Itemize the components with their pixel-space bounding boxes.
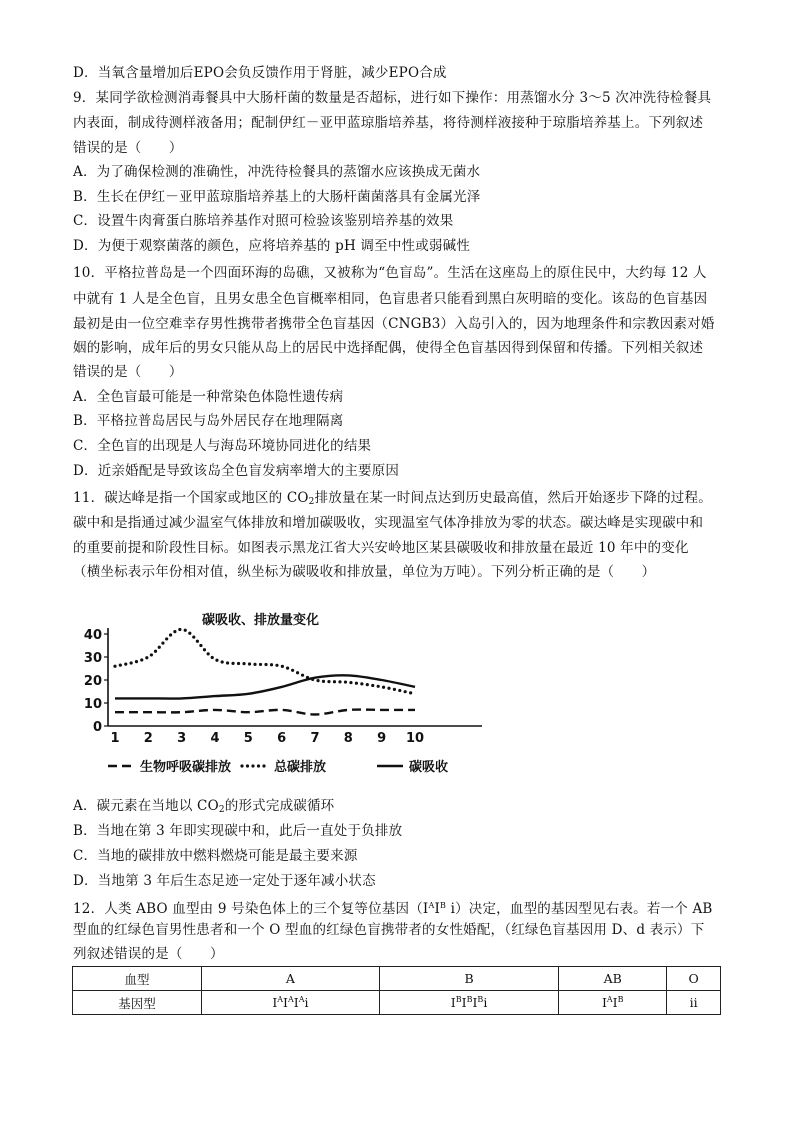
q9-stem-line3: 错误的是（ ） xyxy=(73,140,183,156)
allele-i: I xyxy=(434,901,440,917)
x-tick-label: 5 xyxy=(243,731,253,746)
q9-option-a: A．为了确保检测的准确性，冲洗待检餐具的蒸馏水应该换成无菌水 xyxy=(73,164,481,180)
co2-subscript: 2 xyxy=(308,497,315,507)
q12-stem-line1-b: i）决定，血型的基因型见右表。若一个 AB xyxy=(446,901,713,917)
q10-stem-line3: 最初是由一位空难幸存男性携带者携带全色盲基因（CNGB3）入岛引入的，因为地理条件和宗教因素对婚 xyxy=(73,316,715,332)
x-tick-label: 4 xyxy=(210,731,220,746)
q11-stem-line4: （横坐标表示年份相对值，纵坐标为碳吸收和排放量，单位为万吨）。下列分析正确的是（ ） xyxy=(73,564,656,580)
q12-stem-line3: 列叙述错误的是（ ） xyxy=(73,946,224,962)
q12-stem-line1-a: 12．人类 ABO 血型由 9 号染色体上的三个复等位基因（I xyxy=(73,901,429,917)
q10-stem-line4: 姻的影响，成年后的男女只能从岛上的居民中选择配偶，使得全色盲基因得到保留和传播。下列相关叙述 xyxy=(73,340,704,356)
genotype-a: $I^AI^AI^Ai$ xyxy=(202,991,380,1015)
header-b: B xyxy=(379,967,558,991)
q10-option-a: A．全色盲最可能是一种常染色体隐性遗传病 xyxy=(73,389,344,405)
genotype-ab: $I^AI^B$ xyxy=(559,991,667,1015)
q10-stem-line5: 错误的是（ ） xyxy=(73,364,183,380)
chart-title: 碳吸收、排放量变化 xyxy=(202,613,320,628)
header-ab: AB xyxy=(559,967,667,991)
legend-label-1: 生物呼吸碳排放 xyxy=(140,760,232,775)
q9-option-b: B．生长在伊红－亚甲蓝琼脂培养基上的大肠杆菌菌落具有金属光泽 xyxy=(73,189,481,205)
legend-label-2: 总碳排放 xyxy=(274,760,327,775)
legend-label-3: 碳吸收 xyxy=(409,760,449,775)
q11-stem-line3: 的重要前提和阶段性目标。如图表示黑龙江省大兴安岭地区某县碳吸收和排放量在最近 10 年中的变化 xyxy=(73,540,689,556)
row-label-genotype: 基因型 xyxy=(73,991,202,1015)
q10-option-c: C．全色盲的出现是人与海岛环境协同进化的结果 xyxy=(73,438,372,454)
q10-stem-line1: 10．平格拉普岛是一个四面环海的岛礁，又被称为“色盲岛”。生活在这座岛上的原住民中，大约每 12 人 xyxy=(73,265,707,281)
x-tick-label: 7 xyxy=(310,731,320,746)
q11-stem-line1 xyxy=(73,489,712,511)
genotype-o: ii xyxy=(667,991,721,1015)
q12-stem-line1 xyxy=(73,897,713,918)
header-blood-type: 血型 xyxy=(73,967,202,991)
q11-option-d: D．当地第 3 年后生态足迹一定处于逐年减小状态 xyxy=(73,873,376,889)
allele-b-sup: B xyxy=(439,901,447,910)
carbon-chart xyxy=(72,604,492,786)
option-8d: D．当氧含量增加后EPO会负反馈作用于肾脏，减少EPO合成 xyxy=(73,65,447,81)
x-tick-label: 9 xyxy=(377,731,387,746)
q9-stem-line1: 9．某同学欲检测消毒餐具中大肠杆菌的数量是否超标，进行如下操作：用蒸馏水分 3～5 次冲洗待检餐具 xyxy=(73,90,712,106)
series-line-3 xyxy=(115,675,415,698)
q11-option-a xyxy=(73,797,334,819)
q11-option-a-text1: A．碳元素在当地以 CO xyxy=(73,798,219,814)
q9-stem-line2: 内表面，制成待测样液备用；配制伊红－亚甲蓝琼脂培养基，将待测样液接种于琼脂培养基上。下列叙述 xyxy=(73,115,704,131)
co2-subscript: 2 xyxy=(218,805,225,815)
q11-stem-line1-b: 排放量在某一时间点达到历史最高值，然后开始逐步下降的过程。 xyxy=(314,490,712,506)
q11-option-a-text2: 的形式完成碳循环 xyxy=(224,798,335,814)
y-tick-label: 40 xyxy=(83,628,102,643)
q11-option-b: B．当地在第 3 年即实现碳中和，此后一直处于负排放 xyxy=(73,823,403,839)
y-tick-label: 0 xyxy=(92,720,102,735)
x-tick-label: 8 xyxy=(343,731,353,746)
x-tick-label: 6 xyxy=(277,731,287,746)
q10-stem-line2: 中就有 1 人是全色盲，且男女患全色盲概率相同，色盲患者只能看到黑白灰明暗的变化。该岛的色盲基因 xyxy=(73,291,708,307)
q11-stem-line2: 碳中和是指通过减少温室气体排放和增加碳吸收，实现温室气体净排放为零的状态。碳达峰是实现碳中和 xyxy=(73,515,704,531)
blood-type-table xyxy=(72,966,721,1015)
q12-stem-line2: 型血的红绿色盲男性患者和一个 O 型血的红绿色盲携带者的女性婚配，（红绿色盲基因用 D、d 表示）下 xyxy=(73,922,705,938)
allele-a-sup: A xyxy=(428,901,435,910)
chart-series xyxy=(115,629,415,714)
q10-option-d: D．近亲婚配是导致该岛全色盲发病率增大的主要原因 xyxy=(73,463,400,479)
q9-option-c: C．设置牛肉膏蛋白胨培养基作对照可检验该鉴别培养基的效果 xyxy=(73,213,454,229)
chart-legend xyxy=(108,759,449,775)
q10-option-b: B．平格拉普岛居民与岛外居民存在地理隔离 xyxy=(73,413,344,429)
y-tick-label: 20 xyxy=(83,674,102,689)
series-line-1 xyxy=(115,710,415,715)
y-tick-label: 10 xyxy=(83,697,102,712)
q11-option-c: C．当地的碳排放中燃料燃烧可能是最主要来源 xyxy=(73,848,358,864)
genotype-b: $I^BI^BI^Bi$ xyxy=(379,991,558,1015)
table-row-header xyxy=(73,967,721,991)
table-row-genotype xyxy=(73,991,721,1015)
q9-option-d: D．为便于观察菌落的颜色，应将培养基的 pH 调至中性或弱碱性 xyxy=(73,238,471,254)
header-o: O xyxy=(667,967,721,991)
series-line-2 xyxy=(115,629,415,693)
header-a: A xyxy=(202,967,380,991)
y-tick-label: 30 xyxy=(83,651,102,666)
q11-stem-line1-a: 11．碳达峰是指一个国家或地区的 CO xyxy=(73,490,309,506)
x-tick-label: 10 xyxy=(405,731,425,746)
x-tick-label: 1 xyxy=(110,731,120,746)
x-tick-label: 2 xyxy=(143,731,153,746)
x-tick-label: 3 xyxy=(177,731,187,746)
